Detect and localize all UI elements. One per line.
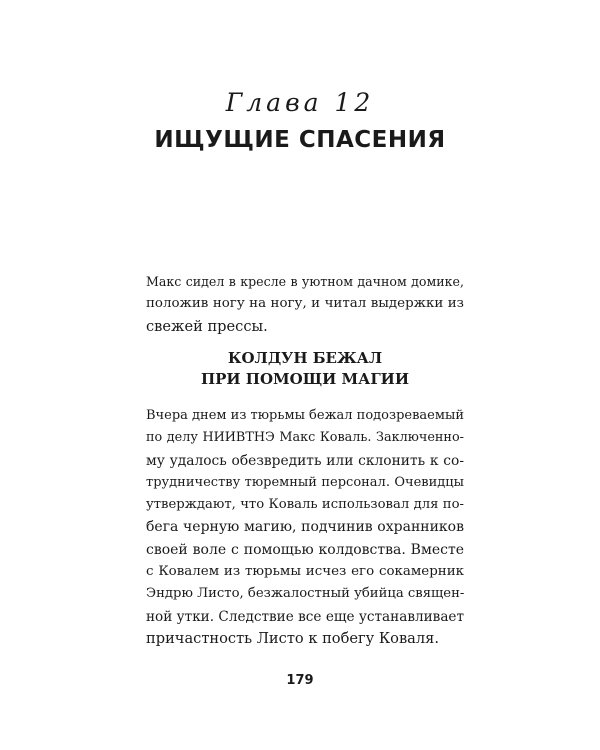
text-line: положив ногу на ногу, и читал выдержки из (146, 296, 464, 312)
headline-line: ПРИ ПОМОЩИ МАГИИ (200, 370, 410, 388)
chapter-title: ИЩУЩИЕ СПАСЕНИЯ (154, 127, 446, 153)
text-line: бега черную магию, подчинив охранников (146, 519, 464, 536)
text-line: своей воле с помощью колдовства. Вместе (146, 541, 464, 558)
text-line: утверждают, что Коваль использовал для по- (146, 497, 464, 513)
text-line: Вчера днем из тюрьмы бежал подозреваемый (146, 408, 464, 423)
text-line: свежей прессы. (146, 317, 268, 335)
chapter-label: Глава 12 (225, 88, 375, 117)
text-line: му удалось обезвредить или склонить к со- (146, 452, 464, 469)
text-line: причастность Листо к побегу Коваля. (146, 629, 439, 647)
text-line: Эндрю Листо, безжалостный убийца священ- (146, 586, 465, 602)
text-line: трудничеству тюремный персонал. Очевидцы (146, 474, 464, 490)
text-line: по делу НИИВТНЭ Макс Коваль. Заключенно- (146, 430, 464, 446)
article-headline (146, 348, 464, 390)
text-line: ной утки. Следствие все еще устанавливает (146, 608, 464, 625)
text-line: Макс сидел в кресле в уютном дачном домике, (146, 274, 464, 289)
article-paragraph (146, 405, 464, 650)
page-number: 179 (286, 673, 314, 688)
intro-paragraph (146, 271, 464, 338)
text-line: с Ковалем из тюрьмы исчез его сокамерник (146, 564, 464, 580)
headline-line: КОЛДУН БЕЖАЛ (227, 349, 383, 367)
